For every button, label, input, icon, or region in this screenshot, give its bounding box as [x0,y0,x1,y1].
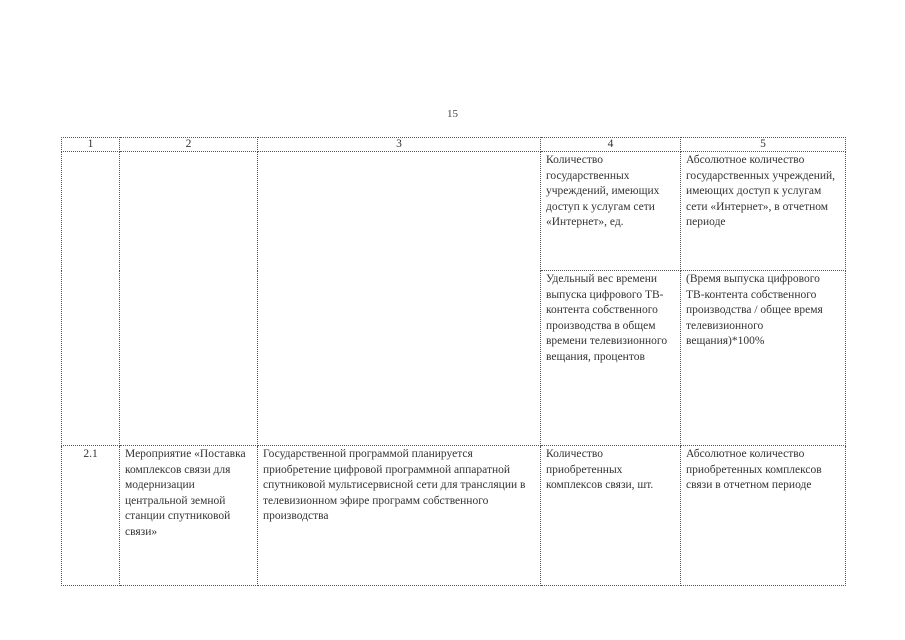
table-row [62,446,846,586]
indicator-table [61,137,846,586]
indicator-cell: Удельный вес времени выпуска цифрового ТВ-контента собственного производства в общем времени телевизионного вещания, процентов [541,271,681,446]
description-cell: Государственной программой планируется приобретение цифровой программной аппаратной спутниковой мультисервисной сети для трансляции в телевизионном эфире программ собственного производства [258,446,541,586]
table-row [62,152,846,271]
event-name-cell [120,152,258,446]
formula-cell: Абсолютное количество приобретенных комплексов связи в отчетном периоде [681,446,846,586]
indicator-cell: Количество государственных учреждений, имеющих доступ к услугам сети «Интернет», ед. [541,152,681,271]
formula-cell: Абсолютное количество государственных учреждений, имеющих доступ к услугам сети «Интернет», в отчетном периоде [681,152,846,271]
column-header-2: 2 [120,138,258,152]
indicator-cell: Количество приобретенных комплексов связи, шт. [541,446,681,586]
column-header-5: 5 [681,138,846,152]
row-number-cell: 2.1 [62,446,120,586]
page-number: 15 [447,108,458,120]
event-name-cell: Мероприятие «Поставка комплексов связи для модернизации центральной земной станции спутниковой связи» [120,446,258,586]
description-cell [258,152,541,446]
row-number-cell [62,152,120,446]
column-header-1: 1 [62,138,120,152]
table-header-row [62,138,846,152]
column-header-3: 3 [258,138,541,152]
column-header-4: 4 [541,138,681,152]
formula-cell: (Время выпуска цифрового ТВ-контента собственного производства / общее время телевизионного вещания)*100% [681,271,846,446]
